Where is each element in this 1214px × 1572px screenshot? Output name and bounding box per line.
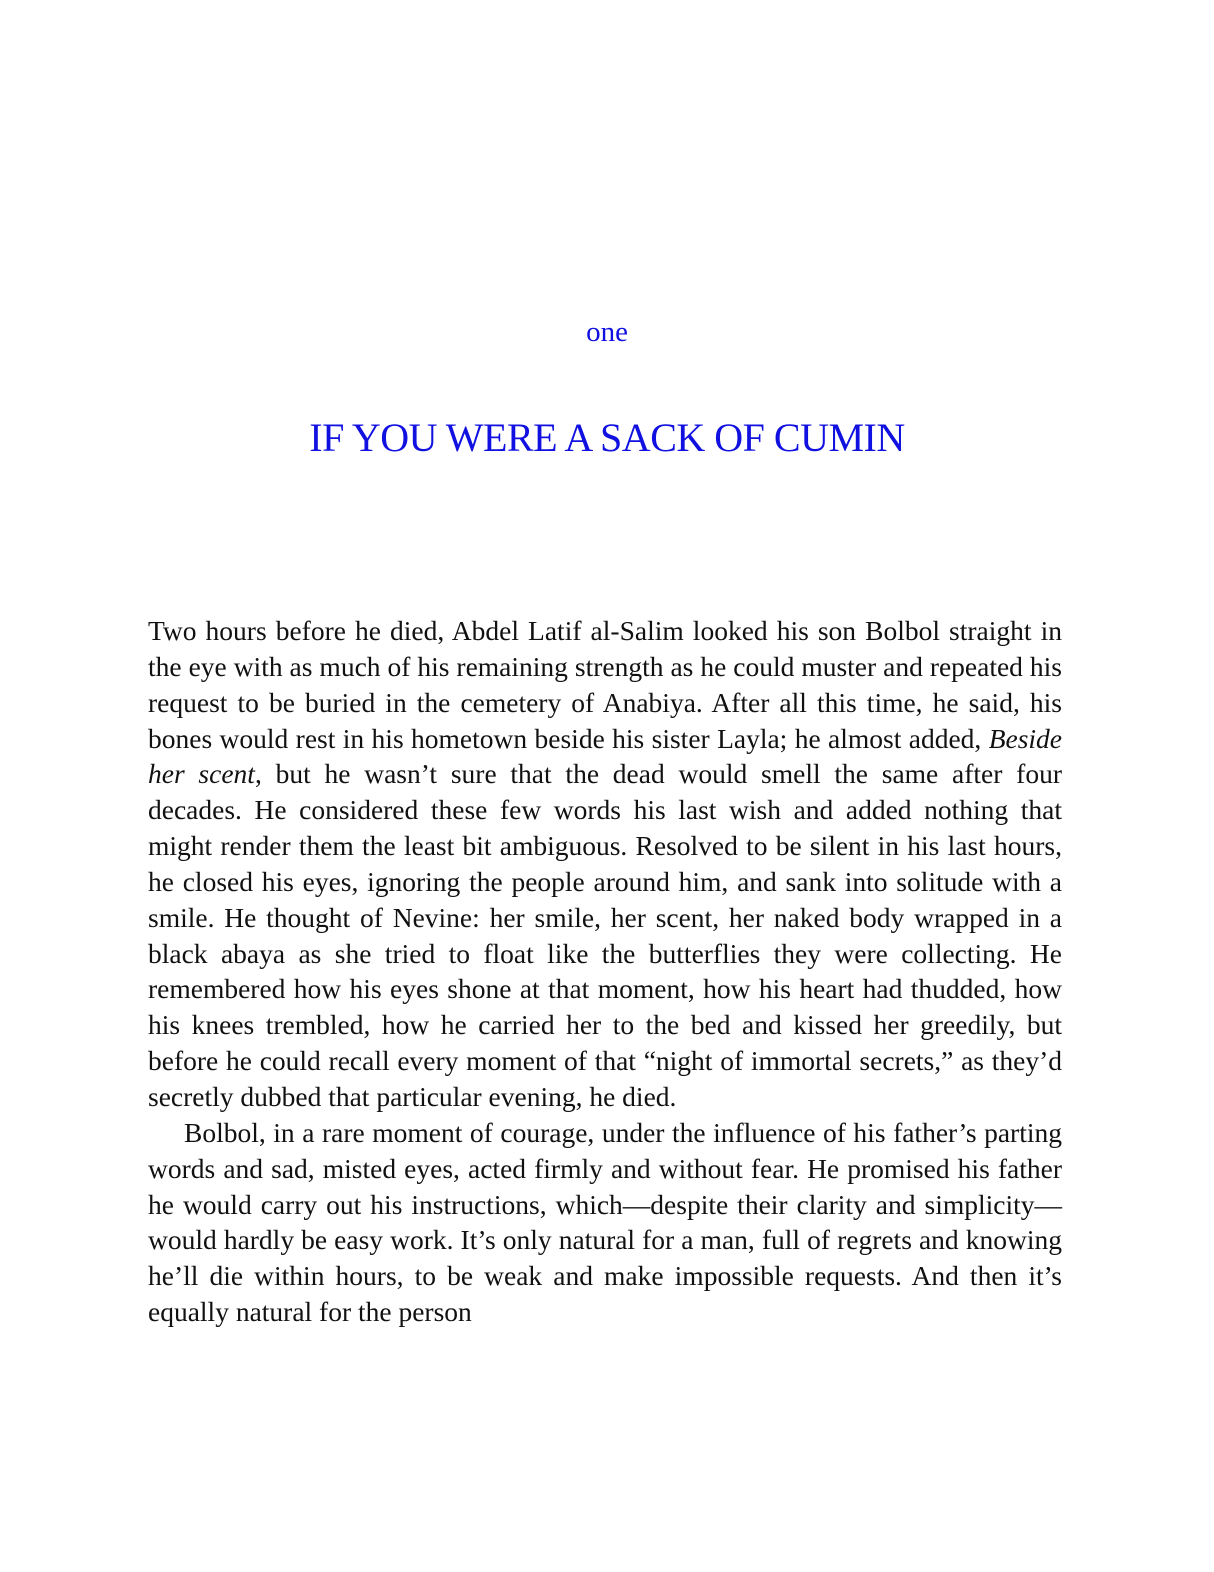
paragraph-2: Bolbol, in a rare moment of courage, under the influence of his father’s parting words and sad, misted eyes, acted firmly and without fear. He promised his father he would carry out his instructions, which—despite their clarity and simplicity—would hardly be easy work. It’s only natural for a man, full of regrets and knowing he’ll die within hours, to be weak and make impossible requests. And then it’s equally natural for the person [148,1116,1062,1328]
chapter-body [148,613,1062,1330]
paragraph-1-italic-phrase: Beside her scent [148,722,1062,790]
chapter-number: one [586,316,628,348]
chapter-title: IF YOU WERE A SACK OF CUMIN [309,415,905,460]
paragraph-1-text-start: Two hours before he died, Abdel Latif al-Salim looked his son Bolbol straight in the eye with as much of his remaining strength as he could muster and repeated his request to be buried in the cemetery of Anabiya. After all this time, he said, his bones would rest in his hometown beside his sister Layla; he almost added, [148,615,1062,754]
paragraph-1 [148,613,1062,1115]
paragraph-1-text-end: , but he wasn’t sure that the dead would smell the same after four decades. He considered these few words his last wish and added nothing that might render them the least bit ambiguous. Resolved to be silent in his last hours, he closed his eyes, ignoring the people around him, and sank into solitude with a smile. He thought of Nevine: her smile, her scent, her naked body wrapped in a black abaya as she tried to float like the butterflies they were collecting. He remembered how his eyes shone at that moment, how his heart had thudded, how his knees trembled, how he carried her to the bed and kissed her greedily, but before he could recall every moment of that “night of immortal secrets,” as they’d secretly dubbed that particular evening, he died. [148,758,1062,1112]
